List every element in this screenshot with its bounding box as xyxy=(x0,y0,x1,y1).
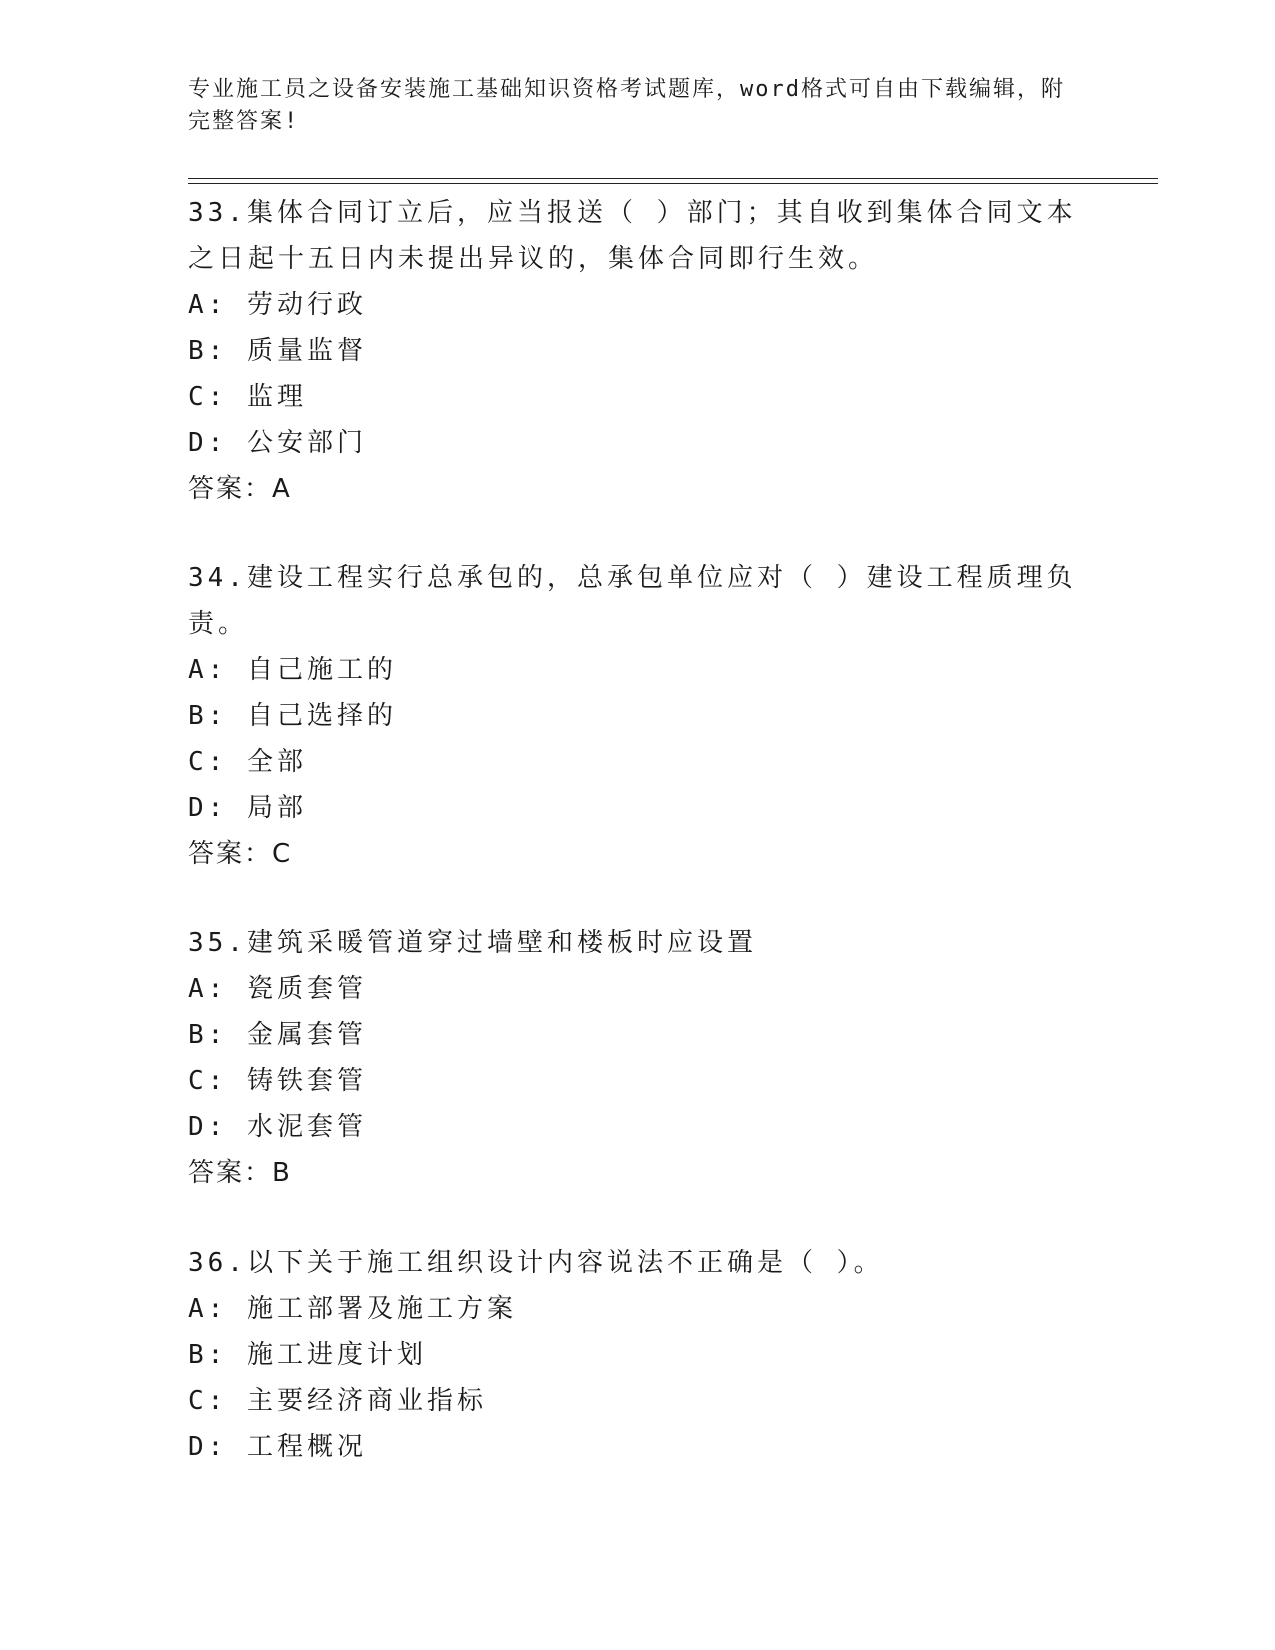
question-stem: 35.建筑采暖管道穿过墙壁和楼板时应设置 xyxy=(188,928,757,958)
option-a: A: 瓷质套管 xyxy=(188,974,367,1004)
option-b: B: 自己选择的 xyxy=(188,701,397,731)
option-a: A: 施工部署及施工方案 xyxy=(188,1294,517,1324)
option-c: C: 监理 xyxy=(188,382,307,412)
option-d: D: 公安部门 xyxy=(188,428,367,458)
question-34 xyxy=(188,555,1088,877)
question-36 xyxy=(188,1240,1088,1470)
option-b: B: 施工进度计划 xyxy=(188,1340,427,1370)
question-35 xyxy=(188,920,1088,1196)
option-b: B: 质量监督 xyxy=(188,336,367,366)
document-header: 专业施工员之设备安装施工基础知识资格考试题库，word格式可自由下载编辑，附完整答案! xyxy=(188,77,1065,134)
option-c: C: 铸铁套管 xyxy=(188,1066,367,1096)
option-b: B: 金属套管 xyxy=(188,1020,367,1050)
question-stem: 34.建设工程实行总承包的，总承包单位应对（ ）建设工程质理负责。 xyxy=(188,563,1077,639)
answer: 答案：B xyxy=(188,1158,292,1188)
answer: 答案：C xyxy=(188,839,293,869)
option-c: C: 全部 xyxy=(188,747,307,777)
option-d: D: 工程概况 xyxy=(188,1432,367,1462)
header-divider-bottom xyxy=(188,183,1158,184)
option-d: D: 局部 xyxy=(188,793,307,823)
option-c: C: 主要经济商业指标 xyxy=(188,1386,487,1416)
option-a: A: 劳动行政 xyxy=(188,290,367,320)
question-stem: 36.以下关于施工组织设计内容说法不正确是（ ）。 xyxy=(188,1248,884,1278)
question-33 xyxy=(188,190,1088,512)
header-divider-top xyxy=(188,178,1158,179)
option-a: A: 自己施工的 xyxy=(188,655,397,685)
option-d: D: 水泥套管 xyxy=(188,1112,367,1142)
question-stem: 33.集体合同订立后，应当报送（ ）部门；其自收到集体合同文本之日起十五日内未提出异议的，集体合同即行生效。 xyxy=(188,198,1077,274)
answer: 答案：A xyxy=(188,474,292,504)
